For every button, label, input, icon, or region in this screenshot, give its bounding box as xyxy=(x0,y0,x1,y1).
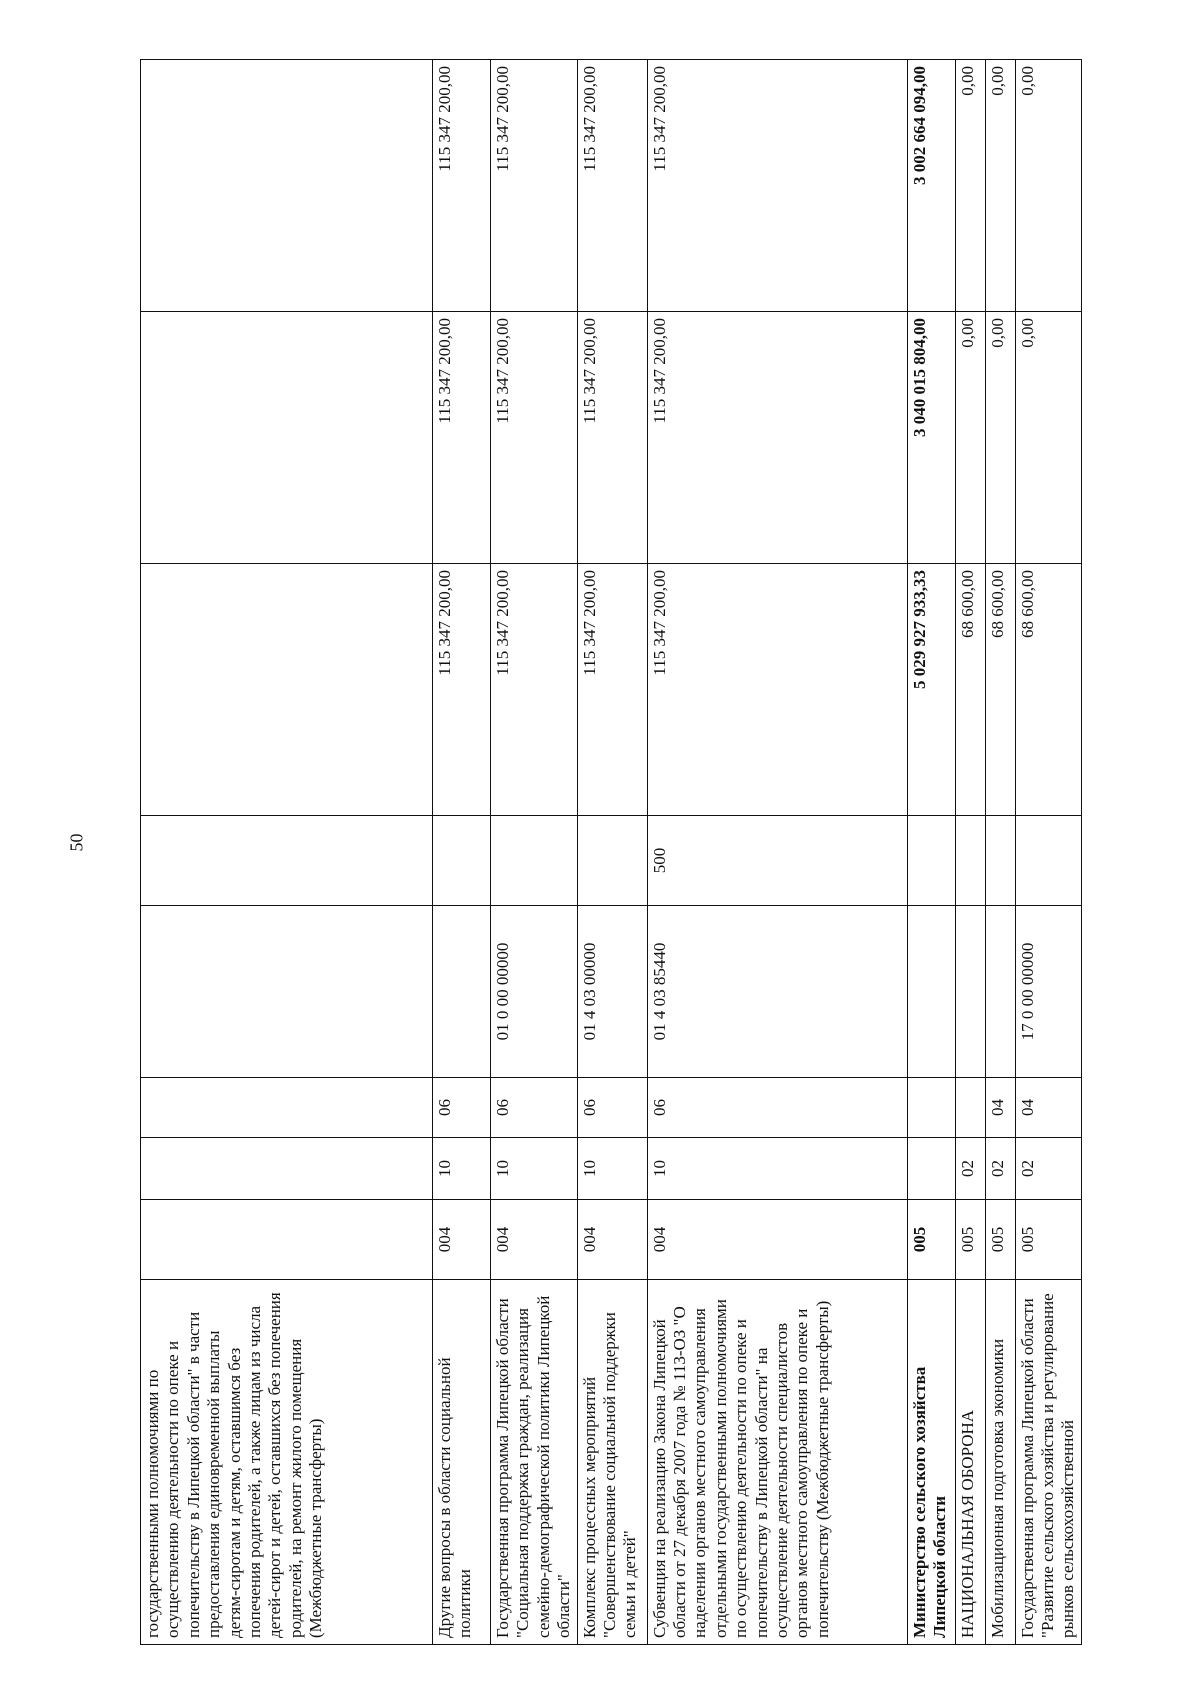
name-cell: Мобилизационная подготовка экономики xyxy=(985,1280,1015,1645)
rz-cell: 10 xyxy=(647,1138,907,1200)
year2-cell: 0,00 xyxy=(1015,312,1081,564)
adm-cell: 005 xyxy=(1015,1200,1081,1280)
csr-cell xyxy=(985,906,1015,1078)
year1-cell: 115 347 200,00 xyxy=(647,564,907,816)
year2-cell: 115 347 200,00 xyxy=(433,312,491,564)
name-cell: Министерство сельского хозяйства Липецкой области xyxy=(907,1280,955,1645)
adm-cell: 004 xyxy=(433,1200,491,1280)
year3-cell: 115 347 200,00 xyxy=(491,60,578,312)
table-row xyxy=(955,60,985,1645)
year1-cell xyxy=(141,564,433,816)
rz-cell xyxy=(141,1138,433,1200)
adm-cell: 004 xyxy=(577,1200,647,1280)
rz-cell: 02 xyxy=(1015,1138,1081,1200)
year3-cell: 3 002 664 094,00 xyxy=(907,60,955,312)
year3-cell: 0,00 xyxy=(1015,60,1081,312)
adm-cell: 004 xyxy=(491,1200,578,1280)
year2-cell: 115 347 200,00 xyxy=(491,312,578,564)
year2-cell: 115 347 200,00 xyxy=(577,312,647,564)
name-cell: Государственная программа Липецкой области "Развитие сельского хозяйства и регулирование рынков сельскохозяйственной xyxy=(1015,1280,1081,1645)
table-row xyxy=(985,60,1015,1645)
vr-cell xyxy=(1015,816,1081,906)
vr-cell xyxy=(985,816,1015,906)
name-cell: Субвенция на реализацию Закона Липецкой области от 27 декабря 2007 года № 113-ОЗ "О наделении органов местного самоуправления отдельными государственными полномочиями по осуществлению деятельности по опеке и попечительству в Липецкой области" на осуществление деятельности специалистов органов местного самоуправления по опеке и попечительству (Межбюджетные трансферты) xyxy=(647,1280,907,1645)
table-row xyxy=(141,60,433,1645)
table-row xyxy=(577,60,647,1645)
year1-cell: 115 347 200,00 xyxy=(491,564,578,816)
year2-cell xyxy=(141,312,433,564)
csr-cell xyxy=(955,906,985,1078)
adm-cell: 005 xyxy=(955,1200,985,1280)
vr-cell xyxy=(491,816,578,906)
year1-cell: 68 600,00 xyxy=(1015,564,1081,816)
budget-table xyxy=(140,59,1082,1645)
adm-cell: 005 xyxy=(985,1200,1015,1280)
year1-cell: 68 600,00 xyxy=(985,564,1015,816)
pr-cell: 04 xyxy=(985,1078,1015,1138)
year1-cell: 5 029 927 933,33 xyxy=(907,564,955,816)
year3-cell: 115 347 200,00 xyxy=(647,60,907,312)
table-row xyxy=(1015,60,1081,1645)
year3-cell: 0,00 xyxy=(955,60,985,312)
budget-table-container xyxy=(140,60,1078,1645)
year1-cell: 68 600,00 xyxy=(955,564,985,816)
csr-cell: 01 4 03 85440 xyxy=(647,906,907,1078)
vr-cell: 500 xyxy=(647,816,907,906)
vr-cell xyxy=(141,816,433,906)
csr-cell: 17 0 00 00000 xyxy=(1015,906,1081,1078)
adm-cell: 004 xyxy=(647,1200,907,1280)
year2-cell: 115 347 200,00 xyxy=(647,312,907,564)
csr-cell: 01 0 00 00000 xyxy=(491,906,578,1078)
year3-cell: 115 347 200,00 xyxy=(433,60,491,312)
vr-cell xyxy=(955,816,985,906)
year2-cell: 3 040 015 804,00 xyxy=(907,312,955,564)
vr-cell xyxy=(433,816,491,906)
vr-cell xyxy=(907,816,955,906)
vr-cell xyxy=(577,816,647,906)
pr-cell xyxy=(955,1078,985,1138)
name-cell: Комплекс процессных мероприятий "Совершенствование социальной поддержки семьи и детей" xyxy=(577,1280,647,1645)
csr-cell xyxy=(907,906,955,1078)
name-cell: государственными полномочиями по осуществлению деятельности по опеке и попечительству в Липецкой области" в части предоставления единовременной выплаты детям-сиротам и детям, оставшимся без попечения родителей, а также лицам из числа детей-сирот и детей, оставшихся без попечения родителей, на ремонт жилого помещения (Межбюджетные трансферты) xyxy=(141,1280,433,1645)
name-cell: НАЦИОНАЛЬНАЯ ОБОРОНА xyxy=(955,1280,985,1645)
page-number: 50 xyxy=(66,833,87,852)
pr-cell xyxy=(141,1078,433,1138)
year1-cell: 115 347 200,00 xyxy=(577,564,647,816)
rz-cell: 10 xyxy=(491,1138,578,1200)
year2-cell: 0,00 xyxy=(985,312,1015,564)
year1-cell: 115 347 200,00 xyxy=(433,564,491,816)
year3-cell xyxy=(141,60,433,312)
csr-cell: 01 4 03 00000 xyxy=(577,906,647,1078)
table-row xyxy=(433,60,491,1645)
rz-cell: 10 xyxy=(577,1138,647,1200)
name-cell: Государственная программа Липецкой области "Социальная поддержка граждан, реализация семейно-демографической политики Липецкой области" xyxy=(491,1280,578,1645)
table-row xyxy=(647,60,907,1645)
adm-cell: 005 xyxy=(907,1200,955,1280)
name-cell: Другие вопросы в области социальной политики xyxy=(433,1280,491,1645)
csr-cell xyxy=(141,906,433,1078)
pr-cell: 06 xyxy=(433,1078,491,1138)
table-row xyxy=(491,60,578,1645)
rz-cell: 02 xyxy=(985,1138,1015,1200)
year3-cell: 115 347 200,00 xyxy=(577,60,647,312)
adm-cell xyxy=(141,1200,433,1280)
year3-cell: 0,00 xyxy=(985,60,1015,312)
table-row xyxy=(907,60,955,1645)
pr-cell xyxy=(907,1078,955,1138)
year2-cell: 0,00 xyxy=(955,312,985,564)
pr-cell: 06 xyxy=(577,1078,647,1138)
rz-cell xyxy=(907,1138,955,1200)
rz-cell: 10 xyxy=(433,1138,491,1200)
pr-cell: 06 xyxy=(647,1078,907,1138)
pr-cell: 04 xyxy=(1015,1078,1081,1138)
csr-cell xyxy=(433,906,491,1078)
rz-cell: 02 xyxy=(955,1138,985,1200)
pr-cell: 06 xyxy=(491,1078,578,1138)
